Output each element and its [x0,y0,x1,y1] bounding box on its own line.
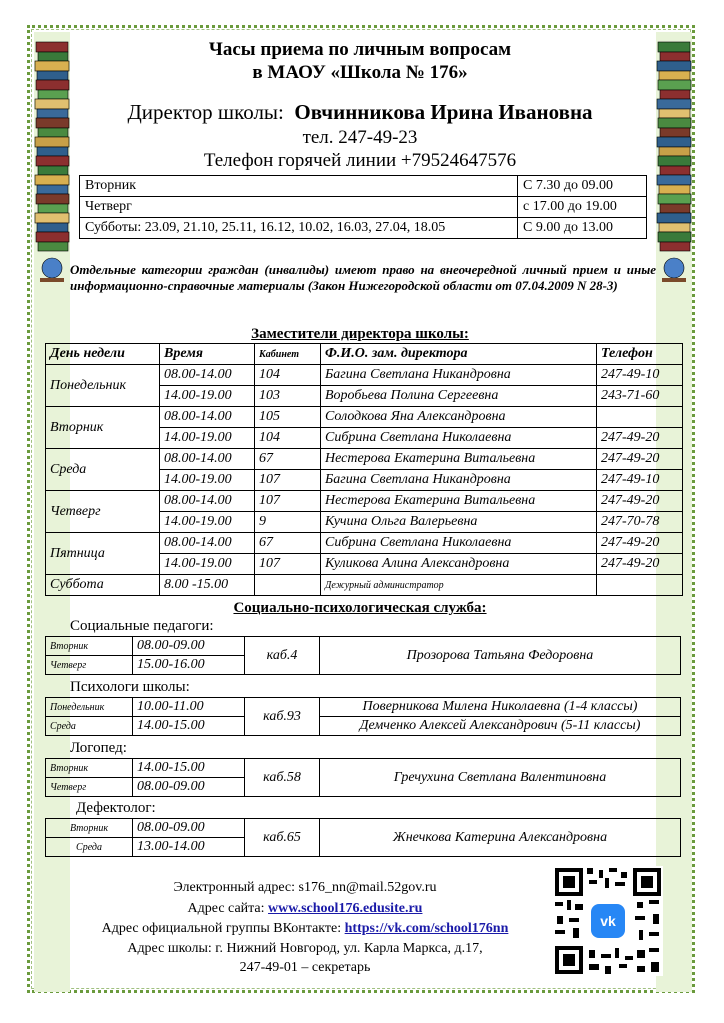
name-cell: Багина Светлана Никандровна [321,470,597,491]
group-title-psychologists: Психологи школы: [70,679,190,695]
table-header-row [46,344,683,365]
day-cell: Четверг [46,656,133,675]
day-cell: Вторник [46,819,133,838]
schedule-day: Четверг [80,197,518,218]
group-title-social: Социальные педагоги: [70,618,214,634]
day-cell: Вторник [46,407,160,449]
phone-cell: 247-49-20 [597,428,683,449]
vk-line [40,919,570,938]
name-cell: Сибрина Светлана Николаевна [321,428,597,449]
day-cell: Четверг [46,778,133,797]
table-row [46,449,683,470]
name-cell: Воробьева Полина Сергеевна [321,386,597,407]
phone-cell: 247-49-10 [597,470,683,491]
schedule-time: С 7.30 до 09.00 [518,176,647,197]
table-row [80,176,647,197]
cab-cell [255,575,321,596]
cab-cell: каб.93 [245,698,320,736]
time-cell: 14.00-15.00 [133,759,245,778]
page-title-line1: Часы приема по личным вопросам [208,39,512,60]
time-cell: 13.00-14.00 [133,838,245,857]
cab-cell: 67 [255,533,321,554]
time-cell: 08.00-09.00 [133,778,245,797]
name-cell: Гречухина Светлана Валентиновна [320,759,681,797]
time-cell: 08.00-14.00 [160,533,255,554]
group-title-speech-therapist: Логопед: [70,740,127,756]
cab-cell: 104 [255,365,321,386]
table-row [46,407,683,428]
name-cell: Жнечкова Катерина Александровна [320,819,681,857]
day-cell: Среда [46,449,160,491]
schedule-day: Субботы: 23.09, 21.10, 25.11, 16.12, 10.02, 16.03, 27.04, 18.05 [80,218,518,239]
col-time: Время [160,344,255,365]
hotline-phone: Телефон горячей линии +79524647576 [203,150,517,171]
table-row [46,533,683,554]
svg-text:vk: vk [600,913,616,929]
schedule-day: Вторник [80,176,518,197]
site-label: Адрес сайта: [187,901,265,916]
secretary-line: 247-49-01 – секретарь [239,960,371,975]
name-cell: Поверникова Милена Николаевна (1-4 классы) [320,698,681,717]
table-row [46,491,683,512]
col-day: День недели [46,344,160,365]
name-cell: Прозорова Татьяна Федоровна [320,637,681,675]
cab-cell: 9 [255,512,321,533]
time-cell: 08.00-09.00 [133,819,245,838]
qr-code-icon [553,866,663,976]
col-phone: Телефон [597,344,683,365]
page-title-line2: в МАОУ «Школа № 176» [252,62,468,83]
deputies-table [45,343,683,596]
phone-cell: 243-71-60 [597,386,683,407]
day-cell: Суббота [46,575,160,596]
time-cell: 08.00-14.00 [160,491,255,512]
day-cell: Пятница [46,533,160,575]
phone-cell: 247-49-10 [597,365,683,386]
cab-cell: 104 [255,428,321,449]
time-cell: 14.00-19.00 [160,386,255,407]
time-cell: 8.00 -15.00 [160,575,255,596]
name-cell: Демченко Алексей Александрович (5-11 классы) [320,717,681,736]
phone-cell [597,575,683,596]
time-cell: 08.00-09.00 [133,637,245,656]
phone-cell: 247-49-20 [597,491,683,512]
cab-cell: 105 [255,407,321,428]
service-heading: Социально-психологическая служба: [233,600,487,616]
vk-link[interactable]: https://vk.com/school176nn [344,921,509,936]
time-cell: 14.00-19.00 [160,428,255,449]
priority-note: Отдельные категории граждан (инвалиды) имеют право на внеочередной личный прием и иные информационно-справочные материалы (Закон Нижегородской области от 07.04.2009 N 28-3) [70,262,656,293]
time-cell: 14.00-19.00 [160,554,255,575]
deputies-heading: Заместители директора школы: [251,326,469,342]
address-line: Адрес школы: г. Нижний Новгород, ул. Карла Маркса, д.17, [127,941,483,956]
table-row [80,197,647,218]
site-link[interactable]: www.school176.edusite.ru [268,901,423,916]
time-cell: 08.00-14.00 [160,449,255,470]
time-cell: 14.00-19.00 [160,470,255,491]
table-row [46,575,683,596]
day-cell: Вторник [46,637,133,656]
name-cell: Дежурный администратор [321,575,597,596]
table-row [80,218,647,239]
name-cell: Сибрина Светлана Николаевна [321,533,597,554]
phone-cell: 247-70-78 [597,512,683,533]
vk-label: Адрес официальной группы ВКонтакте: [101,921,342,936]
cab-cell: 67 [255,449,321,470]
phone-cell: 247-49-20 [597,554,683,575]
cab-cell: 107 [255,491,321,512]
table-row [46,637,681,656]
table-row [46,759,681,778]
schedule-time: С 9.00 до 13.00 [518,218,647,239]
time-cell: 15.00-16.00 [133,656,245,675]
cab-cell: 107 [255,470,321,491]
director-label: Директор школы: [127,100,284,124]
psychologists-table [45,697,681,736]
day-cell: Среда [46,717,133,736]
cab-cell: каб.58 [245,759,320,797]
schedule-time: с 17.00 до 19.00 [518,197,647,218]
time-cell: 14.00-15.00 [133,717,245,736]
table-row [46,717,681,736]
name-cell: Кучина Ольга Валерьевна [321,512,597,533]
table-row [46,698,681,717]
cab-cell: каб.4 [245,637,320,675]
name-cell: Нестерова Екатерина Витальевна [321,449,597,470]
time-cell: 14.00-19.00 [160,512,255,533]
director-phone: тел. 247-49-23 [302,127,418,148]
name-cell: Багина Светлана Никандровна [321,365,597,386]
speech-therapist-table [45,758,681,797]
day-cell: Четверг [46,491,160,533]
table-row [46,365,683,386]
director-line [80,100,640,125]
social-pedagogues-table [45,636,681,675]
phone-cell [597,407,683,428]
cab-cell: каб.65 [245,819,320,857]
col-cabinet: Кабинет [255,344,321,365]
time-cell: 08.00-14.00 [160,407,255,428]
phone-cell: 247-49-20 [597,449,683,470]
time-cell: 10.00-11.00 [133,698,245,717]
defectologist-table [45,818,681,857]
cab-cell: 107 [255,554,321,575]
cab-cell: 103 [255,386,321,407]
email-line: Электронный адрес: s176_nn@mail.52gov.ru [173,880,437,895]
site-line [40,899,570,918]
name-cell: Куликова Алина Александровна [321,554,597,575]
time-cell: 08.00-14.00 [160,365,255,386]
name-cell: Солодкова Яна Александровна [321,407,597,428]
table-row [46,819,681,838]
name-cell: Нестерова Екатерина Витальевна [321,491,597,512]
phone-cell: 247-49-20 [597,533,683,554]
day-cell: Понедельник [46,698,133,717]
director-schedule-table [79,175,647,239]
day-cell: Понедельник [46,365,160,407]
group-title-defectologist: Дефектолог: [76,800,156,816]
day-cell: Среда [46,838,133,857]
col-name: Ф.И.О. зам. директора [321,344,597,365]
director-name: Овчинникова Ирина Ивановна [294,100,593,124]
day-cell: Вторник [46,759,133,778]
